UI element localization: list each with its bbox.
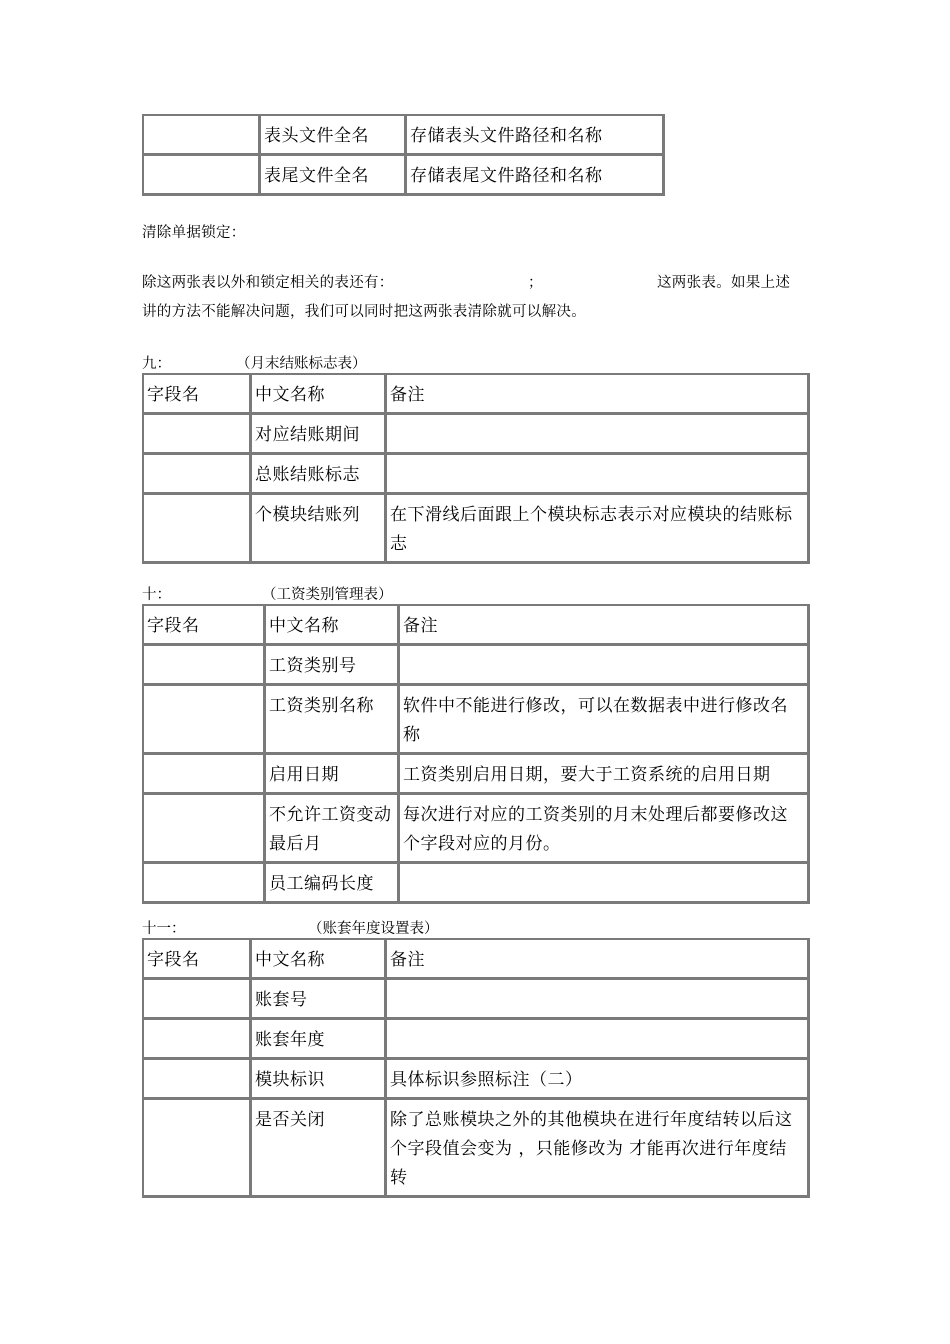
cell-note: [386, 1019, 809, 1059]
cell-cn-name: 启用日期: [265, 754, 399, 794]
clear-lock-line1-part1: 除这两张表以外和锁定相关的表还有：: [142, 275, 394, 291]
cell-cn-name: 是否关闭: [251, 1099, 386, 1197]
cell-note: 每次进行对应的工资类别的月末处理后都要修改这个字段对应的月份。: [399, 794, 809, 863]
section9-title: （月末结账标志表）: [236, 356, 367, 372]
clear-lock-line2: 讲的方法不能解决问题，我们可以同时把这两张表清除就可以解决。: [142, 304, 586, 320]
cell-note: 软件中不能进行修改，可以在数据表中进行修改名称: [399, 685, 809, 754]
header-note: 备注: [386, 374, 809, 414]
table-row: [143, 155, 664, 195]
cell-field: [143, 685, 265, 754]
table-row: [143, 454, 809, 494]
cell-note: [386, 979, 809, 1019]
cell-field: [143, 454, 251, 494]
cell-field: [143, 155, 260, 195]
table-row: [143, 414, 809, 454]
table-month-end-flag: [142, 373, 810, 564]
cell-note: [399, 645, 809, 685]
header-field-name: 字段名: [143, 605, 265, 645]
cell-field: [143, 754, 265, 794]
cell-note: 除了总账模块之外的其他模块在进行年度结转以后这个字段值会变为 ，只能修改为 才能再次进行年度结转: [386, 1099, 809, 1197]
cell-cn-name: 账套年度: [251, 1019, 386, 1059]
cell-cn-name: 工资类别号: [265, 645, 399, 685]
section9-number: 九：: [142, 356, 171, 372]
cell-note: [386, 414, 809, 454]
table-header-row: [143, 939, 809, 979]
cell-field: [143, 979, 251, 1019]
table-row: [143, 794, 809, 863]
clear-lock-line1-part2: 这两张表。如果上述: [657, 275, 791, 291]
cell-field: [143, 1099, 251, 1197]
section10-title: （工资类别管理表）: [262, 587, 393, 603]
table-header-row: [143, 605, 809, 645]
table-header-row: [143, 374, 809, 414]
cell-field: [143, 645, 265, 685]
cell-field: [143, 1019, 251, 1059]
table-salary-category: [142, 604, 810, 904]
table-file-names: [142, 114, 665, 196]
cell-cn-name: 表头文件全名: [260, 115, 406, 155]
header-note: 备注: [386, 939, 809, 979]
table-account-year-setting: [142, 938, 810, 1198]
section10-number: 十：: [142, 587, 171, 603]
table-row: [143, 1019, 809, 1059]
cell-field: [143, 414, 251, 454]
cell-cn-name: 账套号: [251, 979, 386, 1019]
cell-note: 工资类别启用日期，要大于工资系统的启用日期: [399, 754, 809, 794]
table-row: [143, 1059, 809, 1099]
cell-note: 具体标识参照标注（二）: [386, 1059, 809, 1099]
cell-field: [143, 115, 260, 155]
clear-lock-line1-sep: ；: [528, 275, 543, 291]
cell-note: 存储表尾文件路径和名称: [406, 155, 664, 195]
clear-lock-line1: [142, 268, 808, 299]
table-row: [143, 979, 809, 1019]
table-row: [143, 115, 664, 155]
header-field-name: 字段名: [143, 939, 251, 979]
section11-number: 十一：: [142, 921, 186, 937]
cell-cn-name: 不允许工资变动最后月: [265, 794, 399, 863]
cell-cn-name: 表尾文件全名: [260, 155, 406, 195]
header-cn-name: 中文名称: [251, 939, 386, 979]
cell-cn-name: 个模块结账列: [251, 494, 386, 563]
header-note: 备注: [399, 605, 809, 645]
cell-field: [143, 1059, 251, 1099]
table-row: [143, 494, 809, 563]
cell-note: [399, 863, 809, 903]
cell-cn-name: 工资类别名称: [265, 685, 399, 754]
cell-note: 存储表头文件路径和名称: [406, 115, 664, 155]
header-field-name: 字段名: [143, 374, 251, 414]
table-row: [143, 645, 809, 685]
cell-note: [386, 454, 809, 494]
cell-cn-name: 总账结账标志: [251, 454, 386, 494]
section11-title: （账套年度设置表）: [308, 921, 439, 937]
cell-field: [143, 794, 265, 863]
table-row: [143, 754, 809, 794]
table-row: [143, 863, 809, 903]
table-row: [143, 1099, 809, 1197]
cell-field: [143, 494, 251, 563]
table-row: [143, 685, 809, 754]
cell-cn-name: 模块标识: [251, 1059, 386, 1099]
header-cn-name: 中文名称: [251, 374, 386, 414]
clear-lock-heading: 清除单据锁定：: [142, 225, 246, 241]
cell-note: 在下滑线后面跟上个模块标志表示对应模块的结账标志: [386, 494, 809, 563]
cell-cn-name: 员工编码长度: [265, 863, 399, 903]
cell-field: [143, 863, 265, 903]
cell-cn-name: 对应结账期间: [251, 414, 386, 454]
header-cn-name: 中文名称: [265, 605, 399, 645]
